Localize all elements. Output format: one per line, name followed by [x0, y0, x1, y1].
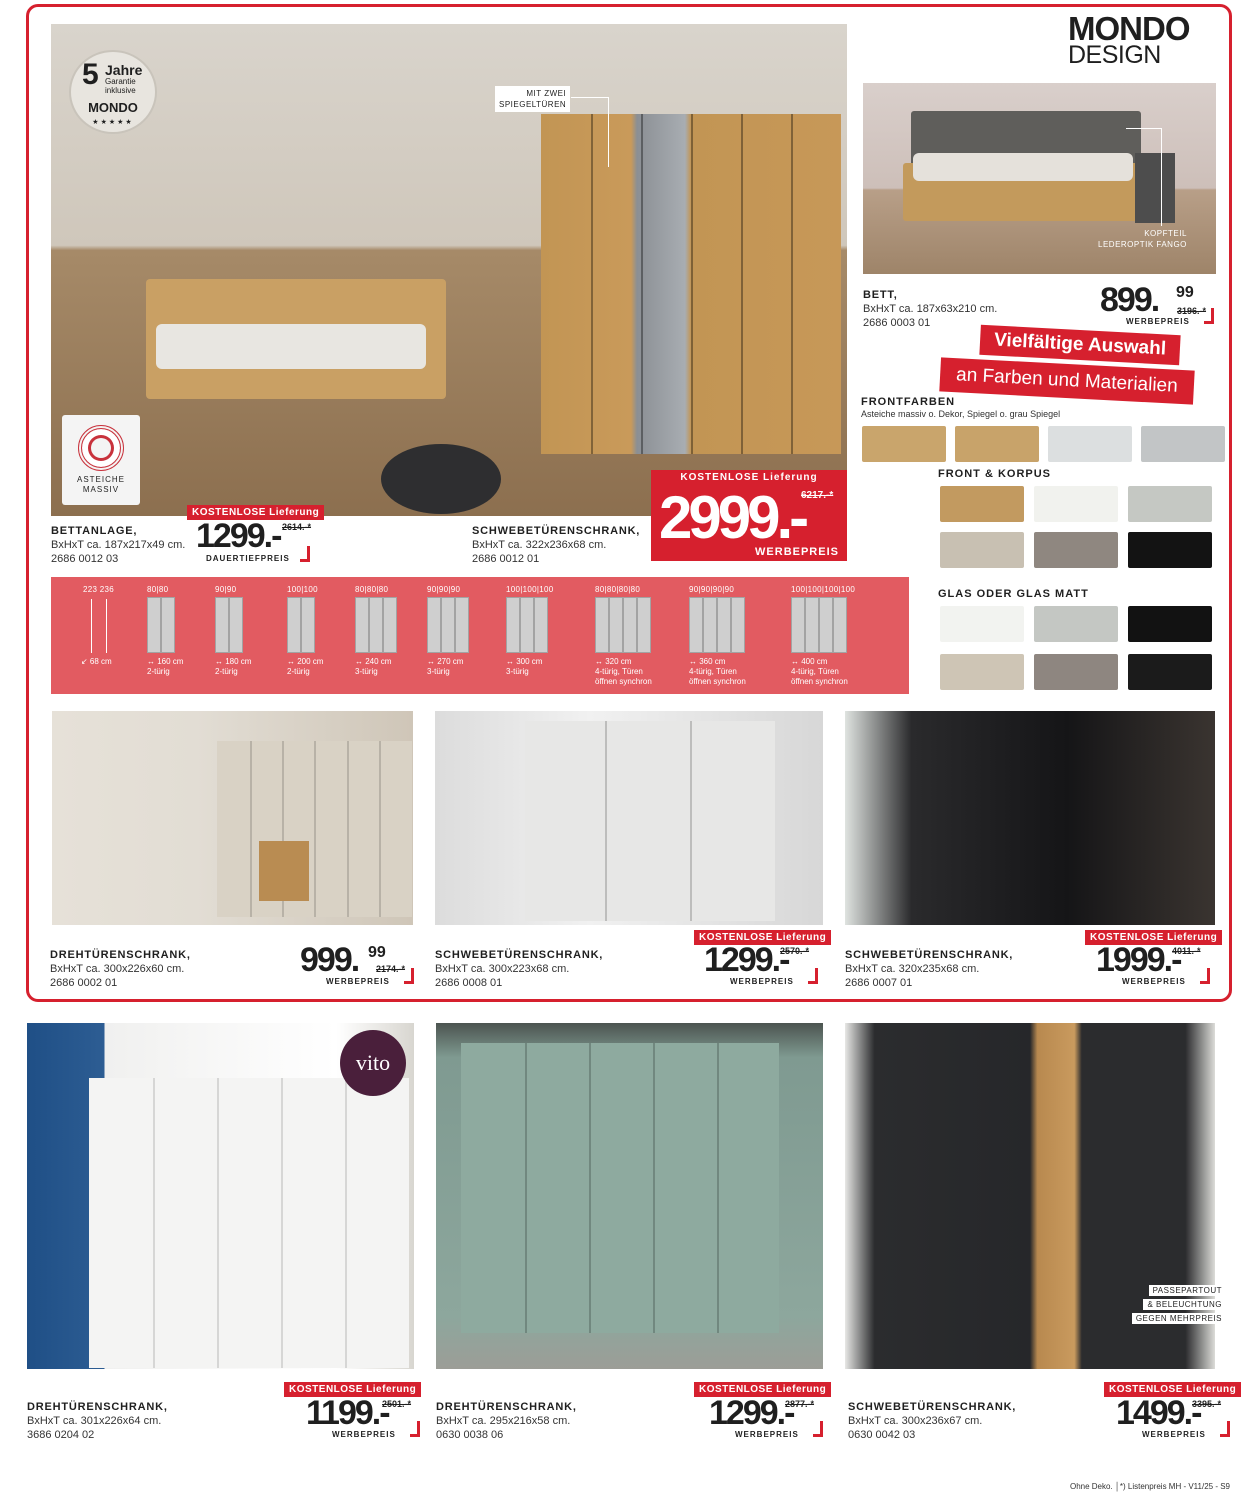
row2-name-3: SCHWEBETÜRENSCHRANK,	[845, 949, 1014, 961]
row3-delivery-2: KOSTENLOSE Lieferung	[694, 1382, 831, 1397]
band-dims-3	[287, 657, 323, 677]
band-width: ↔ 270 cm	[427, 657, 464, 666]
band-doors-7	[595, 597, 651, 653]
mondo-design-logo: MONDO DESIGN	[1068, 10, 1190, 69]
band-width: ↔ 400 cm	[791, 657, 828, 666]
glas-title: GLAS ODER GLAS MATT	[938, 588, 1089, 600]
band-dims-6	[506, 657, 542, 677]
band-dims-8	[689, 657, 746, 687]
band-doors-3	[287, 597, 315, 653]
hero-bed-name: BETTANLAGE,	[51, 525, 138, 537]
row2-name-2: SCHWEBETÜRENSCHRANK,	[435, 949, 604, 961]
bett-sku: 2686 0003 01	[863, 317, 931, 329]
glas-swatch-1[interactable]	[940, 606, 1024, 642]
band-code-8: 90|90|90|90	[689, 585, 735, 594]
band-width: ↔ 360 cm	[689, 657, 726, 666]
band-type: 3-türig	[506, 667, 529, 676]
door-icon	[791, 597, 805, 653]
bett-callout-line	[1126, 128, 1162, 226]
height-arrow-icon	[91, 599, 107, 653]
korpus-swatch-5[interactable]	[1034, 532, 1118, 568]
glas-swatch-3[interactable]	[1128, 606, 1212, 642]
door-icon	[455, 597, 469, 653]
band-width: ↔ 200 cm	[287, 657, 324, 666]
door-icon	[161, 597, 175, 653]
row2-dims-1: BxHxT ca. 300x226x60 cm.	[50, 963, 185, 975]
hero-pouf	[381, 444, 501, 514]
wardrobe-graphic	[217, 741, 412, 917]
korpus-swatch-4[interactable]	[940, 532, 1024, 568]
bett-dims: BxHxT ca. 187x63x210 cm.	[863, 303, 998, 315]
promo-ribbon-1: Vielfältige Auswahl	[979, 325, 1180, 365]
wardrobe-graphic	[461, 1043, 779, 1333]
band-depth: ↙ 68 cm	[81, 657, 112, 666]
front-swatch-1[interactable]	[862, 426, 946, 462]
row3-name-2: DREHTÜRENSCHRANK,	[436, 1401, 577, 1413]
front-swatch-3[interactable]	[1048, 426, 1132, 462]
wardrobe-graphic	[89, 1078, 409, 1368]
row2-dims-3: BxHxT ca. 320x235x68 cm.	[845, 963, 980, 975]
row2-sku-1: 2686 0002 01	[50, 977, 118, 989]
row3-delivery-1: KOSTENLOSE Lieferung	[284, 1382, 421, 1397]
frontfarben-subtitle: Asteiche massiv o. Dekor, Spiegel o. grau Spiegel	[861, 409, 1061, 419]
band-code-4: 80|80|80	[355, 585, 389, 594]
schwebetuerenschrank-2-image[interactable]	[435, 711, 823, 925]
row3-dims-2: BxHxT ca. 295x216x58 cm.	[436, 1415, 571, 1427]
schwebetuerenschrank-3-image[interactable]	[845, 711, 1215, 925]
band-code-2: 90|90	[215, 585, 237, 594]
door-icon	[534, 597, 548, 653]
guarantee-badge: 5 Jahre Garantie inklusive MONDO ★★★★★	[69, 50, 157, 134]
korpus-swatch-1[interactable]	[940, 486, 1024, 522]
glas-swatch-2[interactable]	[1034, 606, 1118, 642]
band-dims-4	[355, 657, 391, 677]
door-icon	[383, 597, 397, 653]
front-swatch-4[interactable]	[1141, 426, 1225, 462]
door-icon	[731, 597, 745, 653]
bett-name: BETT,	[863, 289, 898, 301]
row3-sku-3: 0630 0042 03	[848, 1429, 916, 1441]
door-icon	[717, 597, 731, 653]
door-icon	[355, 597, 369, 653]
band-code-5: 90|90|90	[427, 585, 461, 594]
bett-linen	[913, 153, 1133, 181]
glas-swatch-5[interactable]	[1034, 654, 1118, 690]
hero-bed-linen	[156, 324, 426, 369]
door-icon	[689, 597, 703, 653]
glas-swatch-6[interactable]	[1128, 654, 1212, 690]
footer-note: Ohne Deko. │*) Listenpreis MH - V11/25 - S9	[1069, 1482, 1230, 1491]
row3-price-2: 1299.- 2877.-* WERBEPREIS	[709, 1395, 829, 1441]
korpus-swatch-6[interactable]	[1128, 532, 1212, 568]
row2-sku-2: 2686 0008 01	[435, 977, 503, 989]
row3-dims-1: BxHxT ca. 301x226x64 cm.	[27, 1415, 162, 1427]
drehtuerenschrank-1-image[interactable]	[52, 711, 413, 925]
row3-sku-2: 0630 0038 06	[436, 1429, 504, 1441]
front-swatch-2[interactable]	[955, 426, 1039, 462]
band-dims-9	[791, 657, 848, 687]
band-dims-2	[215, 657, 251, 677]
hero-bed-price: 1299.- 2614.-* DAUERTIEFPREIS	[196, 517, 312, 563]
row2-delivery-3: KOSTENLOSE Lieferung	[1085, 930, 1222, 945]
hero-bed-dims: BxHxT ca. 187x217x49 cm.	[51, 539, 186, 551]
hero-bedroom-image[interactable]	[51, 24, 847, 516]
band-dims-1	[147, 657, 183, 677]
row3-dims-3: BxHxT ca. 300x236x67 cm.	[848, 1415, 983, 1427]
band-width: ↔ 160 cm	[147, 657, 184, 666]
passepartout-tags: PASSEPARTOUT & BELEUCHTUNG GEGEN MEHRPREIS	[1110, 1285, 1226, 1327]
hero-wardrobe-dims: BxHxT ca. 322x236x68 cm.	[472, 539, 607, 551]
door-icon	[623, 597, 637, 653]
drawer-block	[259, 841, 309, 901]
band-doors-6	[506, 597, 548, 653]
door-icon	[637, 597, 651, 653]
hero-wardrobe-price-box: KOSTENLOSE Lieferung 2999.- 6217.-* WERBEPREIS	[651, 470, 847, 561]
row2-dims-2: BxHxT ca. 300x223x68 cm.	[435, 963, 570, 975]
door-icon	[703, 597, 717, 653]
hero-callout: MIT ZWEI SPIEGELTÜREN	[495, 86, 570, 112]
asteiche-massiv-badge: ASTEICHE MASSIV	[62, 415, 140, 505]
band-code-9: 100|100|100|100	[791, 585, 856, 594]
row3-sku-1: 3686 0204 02	[27, 1429, 95, 1441]
band-width: ↔ 320 cm	[595, 657, 632, 666]
band-type: 4-türig, Türen	[791, 667, 839, 676]
band-type: 2-türig	[147, 667, 170, 676]
korpus-swatch-2[interactable]	[1034, 486, 1118, 522]
band-code-7: 80|80|80|80	[595, 585, 641, 594]
door-icon	[369, 597, 383, 653]
band-dims-5	[427, 657, 463, 677]
band-extra: öffnen synchron	[595, 677, 652, 686]
hero-wardrobe-sku: 2686 0012 01	[472, 553, 540, 565]
frontfarben-title: FRONTFARBEN	[861, 396, 956, 408]
bett-price: 899. 99 3196.-* WERBEPREIS	[1100, 282, 1220, 328]
band-width: ↔ 300 cm	[506, 657, 543, 666]
door-icon	[506, 597, 520, 653]
door-icon	[609, 597, 623, 653]
vito-logo: vito	[340, 1030, 406, 1096]
glas-swatch-4[interactable]	[940, 654, 1024, 690]
door-icon	[520, 597, 534, 653]
row2-delivery-2: KOSTENLOSE Lieferung	[694, 930, 831, 945]
wardrobe-graphic	[525, 721, 775, 921]
row2-price-2: 1299.- 2570.-* WERBEPREIS	[704, 942, 824, 988]
band-doors-5	[427, 597, 469, 653]
door-icon	[215, 597, 229, 653]
band-code-3: 100|100	[287, 585, 318, 594]
row3-name-1: DREHTÜRENSCHRANK,	[27, 1401, 168, 1413]
band-type: 4-türig, Türen	[689, 667, 737, 676]
row3-price-3: 1499.- 3395.-* WERBEPREIS	[1116, 1395, 1236, 1441]
band-width: ↔ 240 cm	[355, 657, 392, 666]
wood-ring-icon	[78, 425, 124, 471]
drehtuerenschrank-5-image[interactable]	[436, 1023, 823, 1369]
door-icon	[427, 597, 441, 653]
row3-price-1: 1199.- 2501.-* WERBEPREIS	[306, 1395, 426, 1441]
hero-bed-delivery-badge: KOSTENLOSE Lieferung	[187, 505, 324, 520]
row2-price-1: 999. 99 2174.-* WERBEPREIS	[300, 942, 420, 988]
front-korpus-title: FRONT & KORPUS	[938, 468, 1051, 480]
row3-delivery-3: KOSTENLOSE Lieferung	[1104, 1382, 1241, 1397]
hero-callout-line	[571, 97, 609, 167]
door-icon	[441, 597, 455, 653]
door-icon	[301, 597, 315, 653]
band-type: 4-türig, Türen	[595, 667, 643, 676]
size-configurator-band	[51, 577, 909, 694]
band-doors-2	[215, 597, 243, 653]
band-code-6: 100|100|100	[506, 585, 554, 594]
band-doors-4	[355, 597, 397, 653]
promo-ribbon-2: an Farben und Materialien	[939, 357, 1194, 404]
door-icon	[595, 597, 609, 653]
band-width: ↔ 180 cm	[215, 657, 252, 666]
band-type: 3-türig	[427, 667, 450, 676]
band-doors-9	[791, 597, 847, 653]
door-icon	[147, 597, 161, 653]
door-icon	[229, 597, 243, 653]
hero-bed-sku: 2686 0012 03	[51, 553, 119, 565]
band-extra: öffnen synchron	[689, 677, 746, 686]
row2-sku-3: 2686 0007 01	[845, 977, 913, 989]
door-icon	[287, 597, 301, 653]
row3-name-3: SCHWEBETÜRENSCHRANK,	[848, 1401, 1017, 1413]
band-type: 3-türig	[355, 667, 378, 676]
korpus-swatch-3[interactable]	[1128, 486, 1212, 522]
band-type: 2-türig	[215, 667, 238, 676]
door-icon	[833, 597, 847, 653]
band-type: 2-türig	[287, 667, 310, 676]
band-doors-8	[689, 597, 745, 653]
door-icon	[805, 597, 819, 653]
hero-wardrobe-name: SCHWEBETÜRENSCHRANK,	[472, 525, 641, 537]
row2-price-3: 1999.- 4011.-* WERBEPREIS	[1096, 942, 1216, 988]
band-doors-1	[147, 597, 175, 653]
door-icon	[819, 597, 833, 653]
band-code-1: 80|80	[147, 585, 169, 594]
band-heights: 223 236	[83, 585, 115, 594]
bett-callout: KOPFTEIL LEDEROPTIK FANGO	[1098, 229, 1187, 249]
row2-name-1: DREHTÜRENSCHRANK,	[50, 949, 191, 961]
band-dims-7	[595, 657, 652, 687]
band-extra: öffnen synchron	[791, 677, 848, 686]
